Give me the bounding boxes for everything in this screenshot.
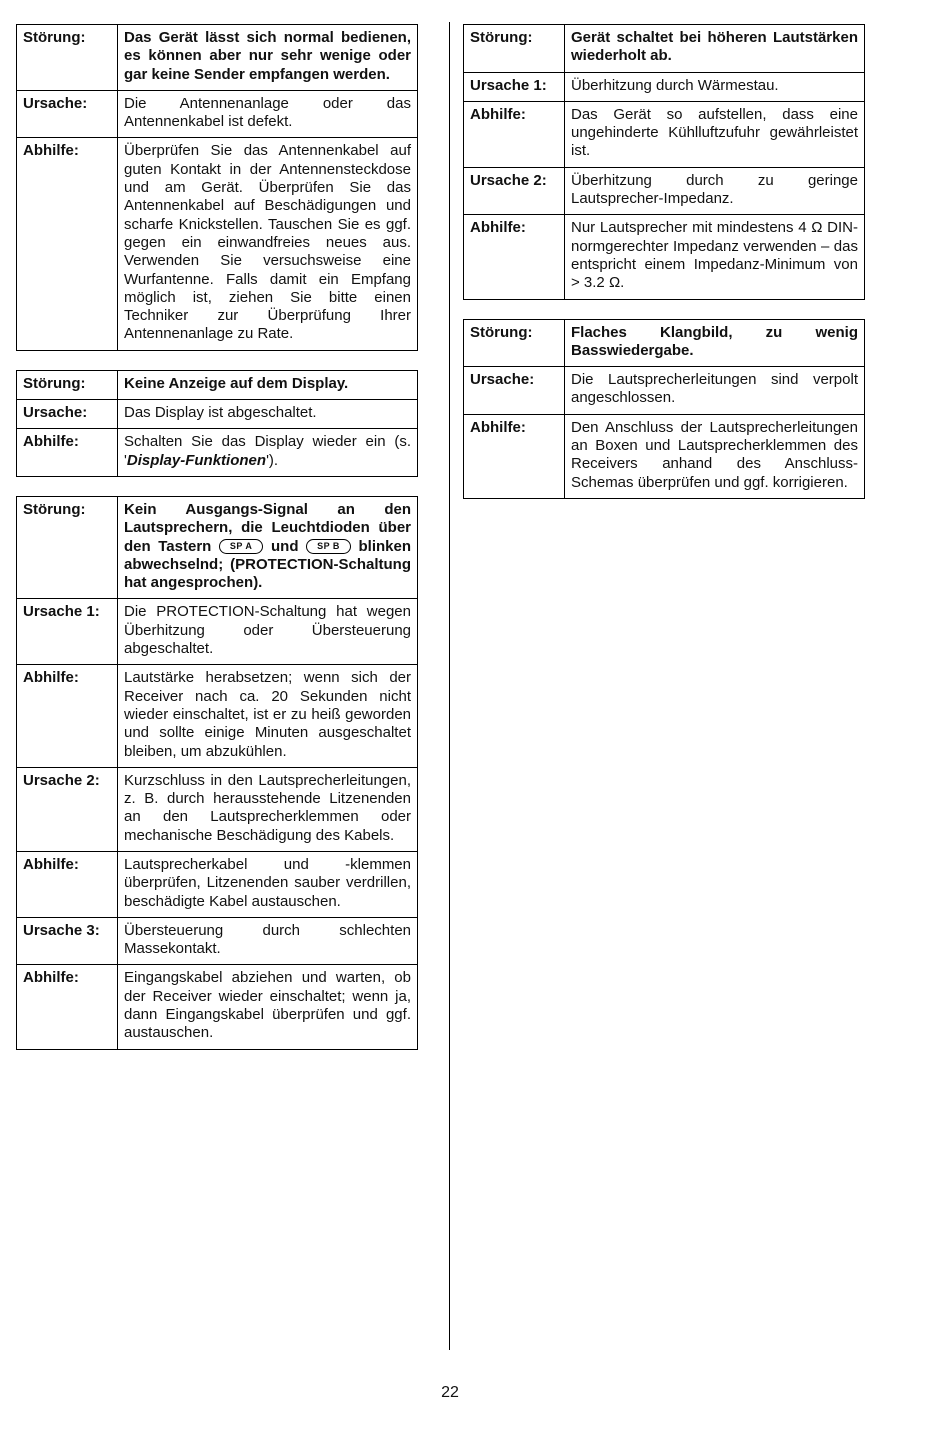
- abhilfe-text: Den Anschluss der Lautsprecherleitungen an Boxen und Lautsprecherklemmen des Receivers anhand des Anschluss-Schemas überprüfen und ggf. korrigieren.: [565, 414, 865, 498]
- ursache-2-text: Überhitzung durch zu geringe Lautsprecher-Impedanz.: [565, 167, 865, 215]
- ursache-2-label: Ursache 2:: [17, 767, 118, 851]
- stoerung-label: Störung:: [464, 25, 565, 73]
- troubleshoot-table-protection: [16, 496, 418, 1050]
- left-column: [16, 24, 418, 1069]
- table-row: [17, 851, 418, 917]
- sp-b-button-icon: SP B: [306, 539, 351, 554]
- table-row: [17, 965, 418, 1049]
- table-row: [17, 138, 418, 350]
- sp-a-button-icon: SP A: [219, 539, 264, 554]
- abhilfe-text: Überprüfen Sie das Antennenkabel auf guten Kontakt in der Antennensteckdose und am Gerät. Überprüfen Sie das Antennenkabel auf Beschädigungen und scharfe Knickstellen. Tauschen Sie es ggf. gegen ein einwandfreies neues aus. Verwenden Sie versuchsweise eine Wurfantenne. Falls damit ein Empfang möglich ist, ziehen Sie bitte einen Techniker zur Überprüfung Ihrer Antennenanlage zu Rate.: [118, 138, 418, 350]
- table-row: [17, 599, 418, 665]
- table-row: [464, 25, 865, 73]
- column-divider: [449, 22, 450, 1350]
- stoerung-text: Das Gerät lässt sich normal bedienen, es können aber nur sehr wenige oder gar keine Sender empfangen werden.: [118, 25, 418, 91]
- display-funktionen-reference: Display-Funktionen: [126, 451, 267, 469]
- stoerung-text: Flaches Klangbild, zu wenig Basswiedergabe.: [565, 319, 865, 367]
- ursache-text: Die Lautsprecherleitungen sind verpolt angeschlossen.: [565, 367, 865, 415]
- abhilfe-label: Abhilfe:: [17, 429, 118, 477]
- abhilfe-text-post: ').: [266, 451, 279, 469]
- stoerung-label: Störung:: [464, 319, 565, 367]
- ursache-3-text: Übersteuerung durch schlechten Massekontakt.: [118, 917, 418, 965]
- abhilfe-label: Abhilfe:: [17, 138, 118, 350]
- abhilfe-text: [118, 429, 418, 477]
- table-row: [17, 370, 418, 399]
- table-row: [464, 319, 865, 367]
- abhilfe-2-label: Abhilfe:: [464, 215, 565, 299]
- abhilfe-1-text: Lautstärke herabsetzen; wenn sich der Receiver nach ca. 20 Sekunden nicht wieder einschaltet, ist er zu heiß geworden und sollte einige Minuten ausgeschaltet bleiben, um abzukühlen.: [118, 665, 418, 767]
- table-row: [17, 429, 418, 477]
- troubleshoot-table-overheat: [463, 24, 865, 300]
- stoerung-label: Störung:: [17, 496, 118, 598]
- abhilfe-2-text: Nur Lautsprecher mit mindestens 4 Ω DIN-normgerechter Impedanz verwenden – das entspricht einem Impedanz-Minimum von > 3.2 Ω.: [565, 215, 865, 299]
- stoerung-text-c: blinken abwechselnd; (PROTECTION-Schaltung hat angesprochen).: [124, 537, 412, 592]
- table-row: [464, 215, 865, 299]
- stoerung-label: Störung:: [17, 370, 118, 399]
- stoerung-text: Gerät schaltet bei höheren Lautstärken wiederholt ab.: [565, 25, 865, 73]
- troubleshoot-table-reception: [16, 24, 418, 351]
- table-row: [17, 496, 418, 598]
- abhilfe-2-label: Abhilfe:: [17, 851, 118, 917]
- abhilfe-2-text: Lautsprecherkabel und -klemmen überprüfen, Litzenenden sauber verdrillen, beschädigte Kabel austauschen.: [118, 851, 418, 917]
- troubleshoot-table-bass: [463, 319, 865, 499]
- table-row: [17, 90, 418, 138]
- table-row: [17, 665, 418, 767]
- ursache-2-label: Ursache 2:: [464, 167, 565, 215]
- abhilfe-3-label: Abhilfe:: [17, 965, 118, 1049]
- stoerung-text-a: Kein Ausgangs-Signal an den Lautsprechern, die Leuchtdioden über den Tastern: [124, 500, 411, 555]
- abhilfe-1-label: Abhilfe:: [464, 101, 565, 167]
- abhilfe-1-label: Abhilfe:: [17, 665, 118, 767]
- ursache-label: Ursache:: [17, 90, 118, 138]
- right-column: [463, 24, 865, 518]
- table-row: [464, 167, 865, 215]
- ursache-label: Ursache:: [464, 367, 565, 415]
- table-row: [464, 367, 865, 415]
- abhilfe-1-text: Das Gerät so aufstellen, dass eine ungehinderte Kühlluftzufuhr gewährleistet ist.: [565, 101, 865, 167]
- ursache-1-text: Überhitzung durch Wärmestau.: [565, 72, 865, 101]
- table-row: [464, 101, 865, 167]
- table-row: [17, 917, 418, 965]
- ursache-2-text: Kurzschluss in den Lautsprecherleitungen, z. B. durch herausstehende Litzenenden an den Lautsprecherklemmen oder mechanische Beschädigung des Kabels.: [118, 767, 418, 851]
- ursache-text: Die Antennenanlage oder das Antennenkabel ist defekt.: [118, 90, 418, 138]
- table-row: [17, 767, 418, 851]
- ursache-label: Ursache:: [17, 400, 118, 429]
- table-row: [17, 400, 418, 429]
- abhilfe-label: Abhilfe:: [464, 414, 565, 498]
- ursache-1-label: Ursache 1:: [464, 72, 565, 101]
- stoerung-label: Störung:: [17, 25, 118, 91]
- troubleshoot-table-display: [16, 370, 418, 477]
- ursache-text: Das Display ist abgeschaltet.: [118, 400, 418, 429]
- stoerung-text: Keine Anzeige auf dem Display.: [118, 370, 418, 399]
- abhilfe-3-text: Eingangskabel abziehen und warten, ob der Receiver wieder einschaltet; wenn ja, dann Eingangskabel überprüfen und ggf. austauschen.: [118, 965, 418, 1049]
- table-row: [17, 25, 418, 91]
- page-number: 22: [441, 1384, 459, 1401]
- abhilfe-text-pre: Schalten Sie das Display wieder ein (s. ': [124, 433, 411, 469]
- table-row: [464, 72, 865, 101]
- ursache-1-text: Die PROTECTION-Schaltung hat wegen Überhitzung oder Übersteuerung abgeschaltet.: [118, 599, 418, 665]
- ursache-1-label: Ursache 1:: [17, 599, 118, 665]
- table-row: [464, 414, 865, 498]
- ursache-3-label: Ursache 3:: [17, 917, 118, 965]
- stoerung-text-b: und: [263, 537, 307, 555]
- stoerung-text: [118, 496, 418, 598]
